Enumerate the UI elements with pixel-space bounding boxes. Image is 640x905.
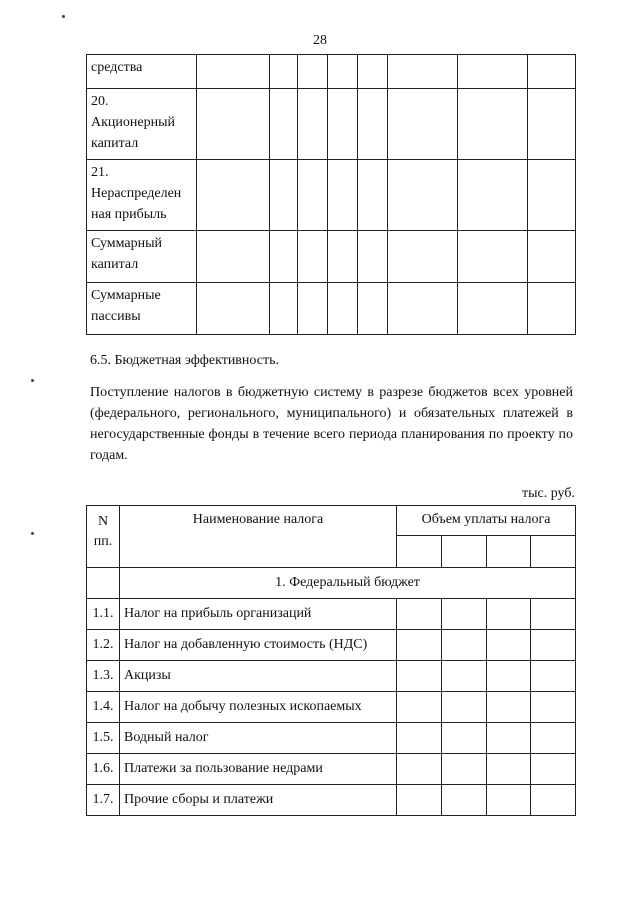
scan-speck <box>31 379 34 382</box>
tax-value-cell <box>397 630 442 661</box>
balance-value-cell <box>197 283 270 335</box>
tax-row-name: Налог на прибыль организаций <box>120 599 397 630</box>
balance-value-cell <box>197 231 270 283</box>
tax-row <box>87 630 576 661</box>
balance-row <box>87 89 576 160</box>
balance-row <box>87 283 576 335</box>
tax-value-cell <box>487 661 531 692</box>
tax-value-cell <box>487 630 531 661</box>
tax-value-cell <box>531 692 576 723</box>
balance-value-cell <box>528 283 576 335</box>
tax-row-index: 1.4. <box>87 692 120 723</box>
column-header-payment-volume: Объем уплаты налога <box>397 506 576 536</box>
tax-value-cell <box>531 754 576 785</box>
tax-row <box>87 723 576 754</box>
tax-value-cell <box>531 785 576 816</box>
balance-row <box>87 55 576 89</box>
tax-row-name: Налог на добычу полезных ископаемых <box>120 692 397 723</box>
tax-value-cell <box>397 723 442 754</box>
tax-value-cell <box>487 754 531 785</box>
balance-value-cell <box>388 231 458 283</box>
tax-value-cell <box>397 599 442 630</box>
tax-value-cell <box>442 754 487 785</box>
tax-row-index: 1.3. <box>87 661 120 692</box>
balance-value-cell <box>388 160 458 231</box>
tax-row-index: 1.2. <box>87 630 120 661</box>
balance-value-cell <box>458 89 528 160</box>
tax-value-cell <box>531 599 576 630</box>
page-number: 28 <box>313 33 327 48</box>
balance-value-cell <box>298 89 328 160</box>
tax-row <box>87 692 576 723</box>
tax-value-cell <box>397 692 442 723</box>
balance-value-cell <box>358 160 388 231</box>
balance-value-cell <box>458 283 528 335</box>
tax-value-cell <box>487 692 531 723</box>
tax-row-index: 1.1. <box>87 599 120 630</box>
balance-table <box>86 54 576 335</box>
tax-value-cell <box>487 723 531 754</box>
balance-row-label: Суммарный капитал <box>87 231 197 283</box>
balance-value-cell <box>328 55 358 89</box>
balance-row-label: средства <box>87 55 197 89</box>
tax-value-cell <box>442 630 487 661</box>
tax-value-cell <box>487 785 531 816</box>
balance-value-cell <box>388 89 458 160</box>
year-cell <box>531 536 576 568</box>
balance-value-cell <box>298 231 328 283</box>
tax-row-index: 1.5. <box>87 723 120 754</box>
balance-row-label: 20. Акционерный капитал <box>87 89 197 160</box>
balance-value-cell <box>328 283 358 335</box>
tax-value-cell <box>442 599 487 630</box>
tax-row-name: Налог на добавленную стоимость (НДС) <box>120 630 397 661</box>
balance-value-cell <box>298 160 328 231</box>
body-paragraph: Поступление налогов в бюджетную систему в разрезе бюджетов всех уровней (федерального, регионального, муниципального) и обязательных платежей в негосударственные фонды в течение всего периода планирования по проекту по годам. <box>90 385 573 463</box>
year-cell <box>397 536 442 568</box>
tax-value-cell <box>531 630 576 661</box>
balance-value-cell <box>358 283 388 335</box>
tax-value-cell <box>442 692 487 723</box>
balance-value-cell <box>328 89 358 160</box>
balance-value-cell <box>328 160 358 231</box>
balance-value-cell <box>270 231 298 283</box>
section-title: 1. Федеральный бюджет <box>120 568 576 599</box>
tax-row-index: 1.6. <box>87 754 120 785</box>
balance-row <box>87 160 576 231</box>
tax-value-cell <box>531 723 576 754</box>
tax-value-cell <box>487 599 531 630</box>
balance-value-cell <box>197 55 270 89</box>
balance-value-cell <box>458 231 528 283</box>
tax-value-cell <box>397 754 442 785</box>
tax-row-index: 1.7. <box>87 785 120 816</box>
balance-value-cell <box>358 55 388 89</box>
year-cell <box>487 536 531 568</box>
tax-row <box>87 785 576 816</box>
tax-row-name: Акцизы <box>120 661 397 692</box>
tax-value-cell <box>442 785 487 816</box>
tax-value-cell <box>397 785 442 816</box>
units-label: тыс. руб. <box>522 486 575 501</box>
year-cell <box>442 536 487 568</box>
scan-speck <box>31 532 34 535</box>
balance-value-cell <box>328 231 358 283</box>
balance-value-cell <box>528 55 576 89</box>
balance-value-cell <box>528 231 576 283</box>
balance-value-cell <box>528 160 576 231</box>
tax-row <box>87 754 576 785</box>
tax-row-name: Водный налог <box>120 723 397 754</box>
balance-value-cell <box>270 283 298 335</box>
balance-value-cell <box>197 89 270 160</box>
balance-value-cell <box>298 55 328 89</box>
tax-row-name: Прочие сборы и платежи <box>120 785 397 816</box>
balance-value-cell <box>458 160 528 231</box>
tax-value-cell <box>397 661 442 692</box>
tax-value-cell <box>442 723 487 754</box>
tax-value-cell <box>442 661 487 692</box>
tax-row <box>87 661 576 692</box>
balance-value-cell <box>270 89 298 160</box>
column-header-tax-name: Наименование налога <box>120 506 397 568</box>
tax-row-name: Платежи за пользование недрами <box>120 754 397 785</box>
column-header-number: N пп. <box>87 506 120 568</box>
balance-value-cell <box>388 55 458 89</box>
balance-value-cell <box>197 160 270 231</box>
balance-row-label: Суммарные пассивы <box>87 283 197 335</box>
scan-speck <box>62 15 65 18</box>
balance-value-cell <box>528 89 576 160</box>
tax-value-cell <box>531 661 576 692</box>
balance-value-cell <box>298 283 328 335</box>
balance-value-cell <box>270 55 298 89</box>
section-heading: 6.5. Бюджетная эффективность. <box>90 353 279 368</box>
balance-value-cell <box>388 283 458 335</box>
balance-value-cell <box>358 231 388 283</box>
tax-table <box>86 505 576 816</box>
balance-row <box>87 231 576 283</box>
balance-row-label: 21. Нераспределен ная прибыль <box>87 160 197 231</box>
balance-value-cell <box>270 160 298 231</box>
balance-value-cell <box>358 89 388 160</box>
balance-value-cell <box>458 55 528 89</box>
tax-row <box>87 599 576 630</box>
section-index-cell <box>87 568 120 599</box>
